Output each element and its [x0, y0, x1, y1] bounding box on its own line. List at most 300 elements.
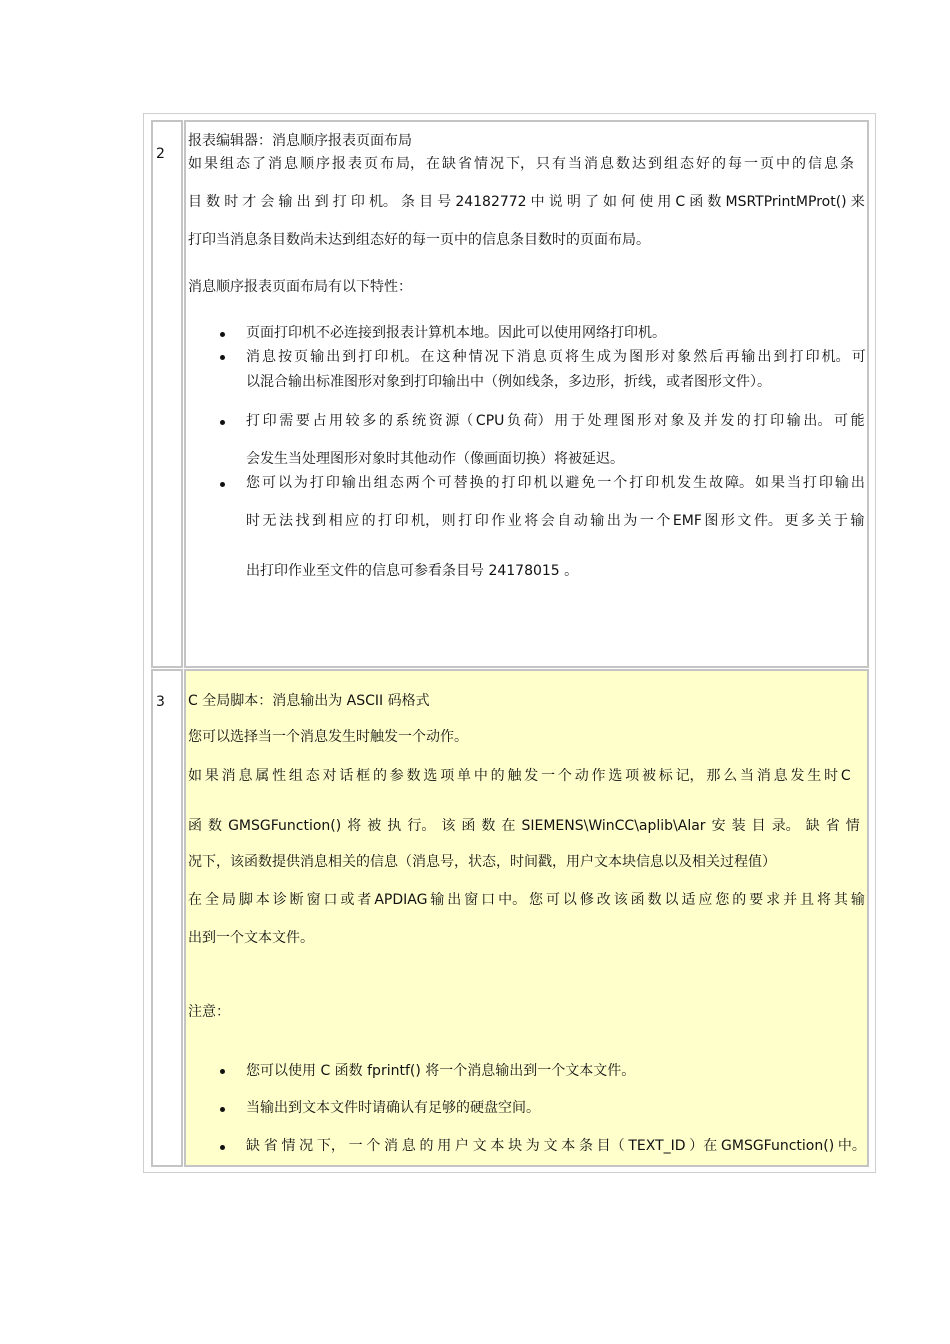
text-token: 统 [412, 413, 427, 429]
text-token: 么 [723, 768, 738, 784]
bullet-dot [220, 1069, 225, 1074]
text-token: 条 [578, 1138, 593, 1154]
text-token: 文 [472, 1138, 487, 1154]
text-token: 省 [825, 818, 840, 834]
text-token: 以 [277, 475, 292, 491]
text-token: 数 [616, 156, 630, 172]
text-token: 出 [757, 349, 772, 365]
text-token: 组 [288, 768, 303, 784]
text-token: 动 [574, 768, 589, 784]
row-2-content-cell [184, 120, 869, 668]
text-token: 生 [693, 475, 708, 491]
text-token: 信 [808, 156, 822, 172]
text-token: 消 [221, 768, 236, 784]
text-token: 消 [584, 156, 598, 172]
text-token: 的 [361, 513, 376, 529]
text-token: 件。 [753, 513, 782, 529]
text-token: 后 [709, 349, 724, 365]
bullet-text [246, 511, 865, 531]
text-token: C [840, 768, 851, 784]
text-token: 负 [507, 413, 521, 429]
text-token: 窗 [306, 892, 321, 908]
text-token: 一 [639, 513, 654, 529]
text-token: 如 [188, 156, 202, 172]
text-token: 替 [453, 475, 468, 491]
text-token: 免 [581, 475, 596, 491]
bullet-dot [220, 420, 225, 425]
text-token: 图 [629, 349, 644, 365]
text-token: 个 [421, 475, 436, 491]
text-token: 页 [548, 349, 563, 365]
text-token: 将 [564, 349, 579, 365]
text-token: 缺 [442, 156, 456, 172]
text-token: 时 [246, 513, 260, 529]
text-token: 的 [490, 768, 505, 784]
text-token: 窗 [464, 892, 479, 908]
text-token: 两 [405, 475, 420, 491]
text-token: 参 [389, 768, 404, 784]
text-token: 可 [261, 475, 276, 491]
text-token: 条 [840, 156, 854, 172]
text-token: 应 [698, 892, 713, 908]
text-token: 到 [773, 349, 788, 365]
text-token: 打 [753, 413, 768, 429]
text-token: 能 [850, 413, 865, 429]
text-token: 缺 [805, 818, 820, 834]
text-token: 函 [188, 818, 202, 834]
text-token: 好 [696, 156, 710, 172]
text-token: 发 [677, 475, 692, 491]
text-token: 应 [345, 513, 360, 529]
text-token: 象 [670, 413, 685, 429]
text-token: MSRTPrintMProt() [725, 194, 847, 210]
text-token: 输 [850, 513, 865, 529]
text-token: 要 [295, 413, 310, 429]
row-3-content-cell [184, 669, 869, 1167]
text-token: 诊 [272, 892, 287, 908]
text-token: 框 [356, 768, 371, 784]
text-token: 果 [204, 156, 218, 172]
text-token: 来 [850, 194, 865, 210]
text-token: 表 [348, 156, 362, 172]
text-token: 目 [188, 194, 202, 210]
text-token: 机。 [390, 349, 419, 365]
text-token: 于 [570, 413, 585, 429]
text-token: 输 [741, 349, 756, 365]
text-token: 并 [783, 892, 798, 908]
text-token: 省 [263, 1138, 278, 1154]
text-token: 情 [845, 818, 860, 834]
text-token: 按 [278, 349, 293, 365]
text-token: 打 [332, 194, 347, 210]
bullet-dot [220, 482, 225, 487]
text-token: 在 [420, 349, 435, 365]
text-token: 出 [357, 475, 372, 491]
text-token: 印 [818, 475, 833, 491]
text-token: 口 [481, 892, 496, 908]
text-token: 页 [294, 349, 309, 365]
text-token: 其 [833, 892, 848, 908]
paragraph-line [188, 766, 851, 786]
text-token: 处 [587, 413, 602, 429]
text-token: 组 [373, 475, 388, 491]
text-token: 系 [395, 413, 410, 429]
text-token: 的 [792, 156, 806, 172]
bullet-dot [220, 1107, 225, 1112]
text-token: 象 [677, 349, 692, 365]
text-token: 个 [613, 475, 628, 491]
text-token: 全 [204, 892, 219, 908]
text-token: 脚 [238, 892, 253, 908]
text-token: 息 [284, 156, 298, 172]
text-token: 性 [272, 768, 287, 784]
text-token: 的 [419, 1138, 434, 1154]
text-token: 如 [755, 475, 770, 491]
text-token: 形 [637, 413, 652, 429]
text-token: 当 [740, 768, 754, 784]
text-token: 情 [281, 1138, 296, 1154]
text-token: 输 [278, 194, 293, 210]
text-token: 为 [613, 349, 628, 365]
text-token: 者 [357, 892, 372, 908]
text-token: 要 [749, 892, 764, 908]
text-token: 断 [289, 892, 304, 908]
text-token: 发 [720, 413, 735, 429]
text-token: 求 [766, 892, 781, 908]
text-token: 下 [500, 349, 515, 365]
text-token: 您 [529, 892, 544, 908]
paragraph-line [188, 154, 854, 174]
text-token: 并 [703, 413, 718, 429]
text-token: 印 [770, 413, 785, 429]
bullet-text [246, 1136, 866, 1156]
text-token: 生 [580, 349, 595, 365]
text-token: 对 [661, 349, 676, 365]
text-token: 会 [260, 194, 275, 210]
text-token: 机 [661, 475, 676, 491]
text-token: 如 [603, 194, 618, 210]
text-token: 话 [339, 768, 354, 784]
text-token: 数 [707, 194, 722, 210]
text-token: 该 [441, 818, 456, 834]
bullet-text: 当输出到文本文件时请确认有足够的硬盘空间。 [246, 1100, 540, 1116]
paragraph-line [188, 192, 865, 212]
text-token: 您 [246, 475, 260, 491]
text-token: 缺 [246, 1138, 260, 1154]
text-token: 输 [834, 475, 849, 491]
text-token: 口 [323, 892, 338, 908]
text-token: 将 [524, 513, 539, 529]
text-token: 无 [262, 513, 277, 529]
text-token: 打 [629, 475, 644, 491]
text-token: SIEMENS\WinCC\aplib\Alar [521, 818, 706, 834]
text-token: 块 [508, 1138, 523, 1154]
text-token: 中。 [498, 892, 527, 908]
text-token: 本 [490, 1138, 505, 1154]
row-number: 2 [156, 146, 165, 162]
text-token: 源（ [445, 413, 474, 429]
text-token: 的 [736, 413, 751, 429]
text-token: 属 [255, 768, 270, 784]
text-token: 函 [630, 892, 645, 908]
text-token: 用 [657, 194, 672, 210]
text-token: 或 [340, 892, 355, 908]
text-token: 较 [345, 413, 360, 429]
text-token: 出 [296, 194, 311, 210]
row-3-number-cell [151, 669, 183, 1167]
text-token: 到 [342, 349, 357, 365]
text-token: 自 [557, 513, 572, 529]
paragraph-line [188, 890, 865, 910]
text-token: 在 [501, 818, 516, 834]
text-token: 当 [568, 156, 582, 172]
text-token: 息 [238, 768, 253, 784]
row-number: 3 [156, 694, 165, 710]
text-token: 的 [712, 156, 726, 172]
text-token: 局 [221, 892, 236, 908]
text-token: 函 [461, 818, 476, 834]
text-token: 下， [316, 1138, 345, 1154]
row-2-number-cell [151, 120, 183, 668]
text-token: 到 [648, 156, 662, 172]
text-token: 的 [732, 892, 747, 908]
text-token: 果 [771, 475, 785, 491]
text-token: 发 [790, 768, 805, 784]
text-token: 息 [401, 1138, 416, 1154]
text-token: 序 [316, 156, 330, 172]
text-token: 法 [279, 513, 294, 529]
text-token: 情 [474, 156, 488, 172]
text-token: 记， [675, 768, 704, 784]
text-token: 印 [262, 413, 277, 429]
text-token: 机。 [368, 194, 397, 210]
text-token: 有 [552, 156, 566, 172]
text-token: 可 [833, 413, 848, 429]
text-token: 图 [620, 413, 635, 429]
bullet-text [246, 411, 865, 431]
text-token: 只 [536, 156, 550, 172]
text-token: 明 [566, 194, 581, 210]
text-token: 本 [561, 1138, 576, 1154]
section-title: 报表编辑器：消息顺序报表页面布局 [188, 133, 412, 149]
text-token: 态 [236, 156, 250, 172]
row-2-content [188, 122, 865, 666]
text-token: 输 [341, 475, 356, 491]
text-token: 录。 [771, 818, 800, 834]
text-token: 文 [737, 513, 752, 529]
text-token: 印 [645, 475, 660, 491]
bullet-dot [220, 332, 225, 337]
text-token: 在 [426, 156, 440, 172]
text-token: 号 [437, 194, 452, 210]
text-token: 消 [756, 768, 771, 784]
text-token: 为 [623, 513, 638, 529]
text-token: 省 [458, 156, 472, 172]
text-token: 可 [437, 475, 452, 491]
bullet-text [246, 347, 866, 367]
text-token: 消 [516, 349, 531, 365]
text-token: GMSGFunction() [228, 818, 342, 834]
text-token: 印 [325, 475, 340, 491]
text-token: 中 [530, 194, 545, 210]
text-token: 避 [565, 475, 580, 491]
text-token: 报 [332, 156, 346, 172]
text-token: 组 [220, 156, 234, 172]
text-token: 被 [641, 768, 656, 784]
text-token: 作 [491, 513, 506, 529]
text-token: 荷） [523, 413, 552, 429]
text-token: 个 [366, 1138, 381, 1154]
text-token: 改 [596, 892, 611, 908]
text-token: 为 [293, 475, 308, 491]
text-token: 用 [437, 1138, 452, 1154]
text-token: 时 [224, 194, 239, 210]
text-token: 作 [591, 768, 606, 784]
text-token: 布 [380, 156, 394, 172]
text-token: 关 [817, 513, 832, 529]
text-token: 动 [573, 513, 588, 529]
text-token: 的 [485, 475, 500, 491]
text-token: 机 [533, 475, 548, 491]
text-token: 多 [800, 513, 815, 529]
text-token: 印 [394, 513, 409, 529]
text-token: 选 [608, 768, 623, 784]
text-token: 及 [687, 413, 702, 429]
text-token: 数 [406, 768, 421, 784]
bullet-text: 以混合输出标准图形对象到打印输出中（例如线条，多边形，折线，或者图形文件）。 [246, 374, 771, 390]
text-token: 顺 [300, 156, 314, 172]
text-token: 项 [625, 768, 640, 784]
bullet-text [246, 473, 865, 493]
section-title: C 全局脚本：消息输出为 ASCII 码格式 [188, 693, 430, 709]
text-token: 该 [613, 892, 628, 908]
text-token: 于 [834, 513, 848, 529]
bullet-text: 您可以使用 C 函数 fprintf() 将一个消息输出到一个文本文件。 [246, 1063, 636, 1079]
text-token: 以 [664, 892, 679, 908]
text-token: 到 [314, 194, 329, 210]
text-token: 果 [204, 768, 219, 784]
text-token: 被 [367, 818, 382, 834]
text-token: 成 [596, 349, 611, 365]
text-token: 打 [378, 513, 393, 529]
text-token: 相 [328, 513, 343, 529]
text-token: 数 [208, 818, 223, 834]
bullet-dot [220, 355, 225, 360]
text-token: 页 [760, 156, 774, 172]
paragraph-line: 出到一个文本文件。 [188, 930, 314, 946]
text-token: 下， [506, 156, 534, 172]
note-label: 注意： [188, 1004, 230, 1020]
text-token: 打 [246, 413, 260, 429]
text-token: 用 [329, 413, 344, 429]
text-token: 占 [312, 413, 327, 429]
text-token: 息 [262, 349, 277, 365]
text-token: 打 [358, 349, 373, 365]
text-token: TEXT_ID [628, 1138, 686, 1154]
text-token: 为 [525, 1138, 540, 1154]
text-token: 时 [824, 768, 839, 784]
text-token: 组 [664, 156, 678, 172]
text-token: 消 [246, 349, 260, 365]
text-token: 态 [389, 475, 404, 491]
text-token: 出 [850, 475, 865, 491]
text-token: 换 [469, 475, 484, 491]
text-token: 数 [206, 194, 221, 210]
text-token: 印 [517, 475, 532, 491]
text-token: 将 [816, 892, 831, 908]
text-token: 触 [507, 768, 522, 784]
text-token: 会 [540, 513, 555, 529]
text-token: 每 [728, 156, 742, 172]
features-title: 消息顺序报表页面布局有以下特性： [188, 279, 412, 295]
text-token: 当 [786, 475, 801, 491]
text-token: 个 [557, 768, 572, 784]
text-token: 图 [704, 513, 719, 529]
text-token: 且 [800, 892, 815, 908]
text-token: 到 [312, 513, 327, 529]
text-token: 消 [384, 1138, 399, 1154]
text-token: 24182772 [455, 194, 527, 210]
text-token: 输 [786, 413, 801, 429]
text-token: 装 [731, 818, 746, 834]
text-token: 达 [632, 156, 646, 172]
text-token: 印 [474, 513, 489, 529]
text-token: 形 [645, 349, 660, 365]
text-token: 对 [322, 768, 337, 784]
text-token: 然 [693, 349, 708, 365]
text-token: 更 [784, 513, 799, 529]
text-token: 数 [647, 892, 662, 908]
text-token: 这 [436, 349, 451, 365]
text-token: 打 [501, 475, 516, 491]
text-token: 打 [458, 513, 473, 529]
text-token: 打 [802, 475, 817, 491]
text-token: 行。 [407, 818, 436, 834]
text-token: 户 [454, 1138, 469, 1154]
text-token: 故 [709, 475, 724, 491]
text-token: 安 [711, 818, 726, 834]
text-token: 在 [188, 892, 202, 908]
text-token: 出 [606, 513, 621, 529]
text-token: 息 [824, 156, 838, 172]
text-token: 出 [447, 892, 462, 908]
text-token: 使 [639, 194, 654, 210]
text-token: 目 [751, 818, 766, 834]
paragraph-line: 况下，该函数提供消息相关的信息（消息号，状态，时间戳，用户文本块信息以及相关过程值） [188, 854, 776, 870]
text-token: 多 [362, 413, 377, 429]
text-token: 理 [604, 413, 619, 429]
text-token: 单 [457, 768, 471, 784]
text-token: 业 [507, 513, 522, 529]
text-token: 目（ [596, 1138, 625, 1154]
text-token: 个 [656, 513, 671, 529]
text-token: 您 [715, 892, 730, 908]
text-token: 如 [188, 768, 202, 784]
text-token: 局， [396, 156, 424, 172]
bullet-text: 页面打印机不必连接到报表计算机本地。因此可以使用网络打印机。 [246, 325, 666, 341]
text-token: 标 [658, 768, 673, 784]
text-token: 息 [773, 768, 788, 784]
text-token: 一 [744, 156, 758, 172]
text-token: 印 [374, 349, 389, 365]
text-token: 机， [411, 513, 440, 529]
text-token: 中 [776, 156, 790, 172]
text-token: 找 [295, 513, 310, 529]
text-token: APDIAG [374, 892, 428, 908]
text-token: 以 [562, 892, 577, 908]
bullet-text: 会发生当处理图形对象时其他动作（像画面切换）将被延迟。 [246, 451, 624, 467]
text-token: 文 [543, 1138, 558, 1154]
